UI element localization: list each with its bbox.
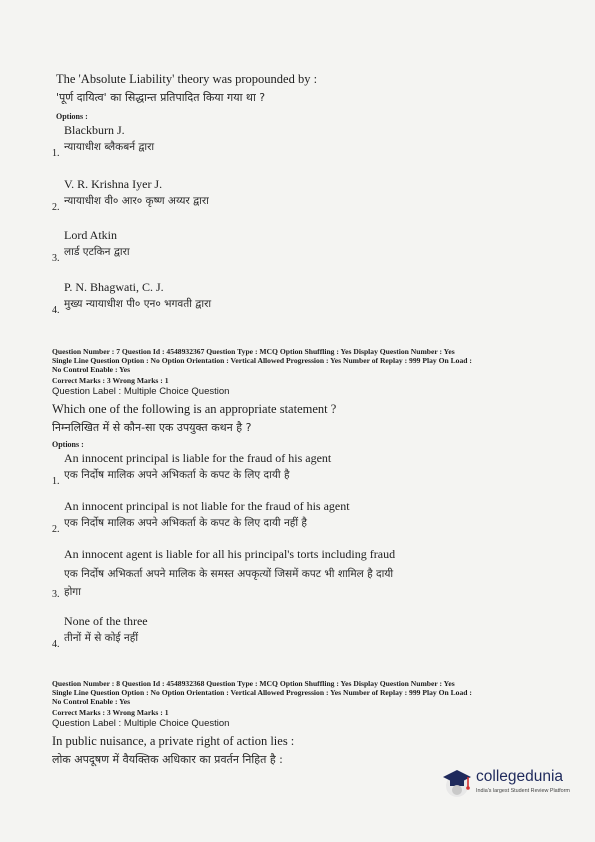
q7-question-en: Which one of the following is an appropriate statement ? [52, 402, 337, 416]
q7-option-2-en: An innocent principal is not liable for the fraud of his agent [64, 499, 350, 513]
q6-option-2-hi: न्यायाधीश वी० आर० कृष्ण अय्यर द्वारा [64, 195, 209, 207]
q7-option-2-hi: एक निर्दोष मालिक अपने अभिकर्ता के कपट के लिए दायी नहीं है [64, 517, 307, 529]
q7-option-2-num: 2. [52, 524, 60, 535]
q8-question-hi: लोक अपदूषण में वैयक्तिक अधिकार का प्रवर्तन निहित है : [52, 753, 283, 766]
logo-tagline: India's largest Student Review Platform [476, 788, 570, 794]
q6-question-en: The 'Absolute Liability' theory was propounded by : [56, 72, 318, 86]
q6-option-2-en: V. R. Krishna Iyer J. [64, 177, 163, 191]
q8-meta-line-2: Single Line Question Option : No Option Orientation : Vertical Allowed Progression : Yes Number of Replay : 999 Play On Load : [52, 688, 472, 697]
q6-option-1-en: Blackburn J. [64, 123, 125, 137]
q7-option-3-en: An innocent agent is liable for all his principal's torts including fraud [64, 547, 396, 561]
q8-marks: Correct Marks : 3 Wrong Marks : 1 [52, 708, 169, 717]
q6-option-3-en: Lord Atkin [64, 228, 117, 242]
q7-meta-line-3: No Control Enable : Yes [52, 365, 131, 374]
q7-meta-line-2: Single Line Question Option : No Option Orientation : Vertical Allowed Progression : Yes Number of Replay : 999 Play On Load : [52, 356, 472, 365]
q7-option-4-hi: तीनों में से कोई नहीं [64, 632, 139, 644]
collegedunia-logo [440, 766, 570, 802]
q6-option-4-hi: मुख्य न्यायाधीश पी० एन० भगवती द्वारा [64, 298, 212, 310]
q7-option-3-num: 3. [52, 589, 60, 600]
q6-option-1-num: 1. [52, 148, 60, 159]
q8-meta-line-3: No Control Enable : Yes [52, 697, 131, 706]
q8-meta [52, 679, 552, 706]
q6-option-4-num: 4. [52, 305, 60, 316]
q6-option-3-hi: लार्ड एटकिन द्वारा [64, 246, 130, 258]
q6-options-label: Options : [56, 112, 88, 121]
q7-meta-line-1: Question Number : 7 Question Id : 4548932367 Question Type : MCQ Option Shuffling : Yes Display Question Number : Yes [52, 347, 455, 356]
q7-option-4-num: 4. [52, 639, 60, 650]
q8-question-en: In public nuisance, a private right of action lies : [52, 734, 295, 748]
q7-option-1-num: 1. [52, 476, 60, 487]
q7-marks: Correct Marks : 3 Wrong Marks : 1 [52, 376, 169, 385]
q6-option-3-num: 3. [52, 253, 60, 264]
q7-option-4-en: None of the three [64, 614, 148, 628]
q7-option-3-hi: एक निर्दोष अभिकर्ता अपने मालिक के समस्त अपकृत्यों जिसमें कपट भी शामिल है दायी [64, 568, 394, 580]
q7-options-label: Options : [52, 440, 84, 449]
q7-meta [52, 347, 552, 374]
q7-question-label: Question Label : Multiple Choice Question [52, 386, 230, 397]
q8-question-label: Question Label : Multiple Choice Question [52, 718, 230, 729]
graduation-cap-icon [440, 766, 474, 800]
q6-option-2-num: 2. [52, 202, 60, 213]
logo-wordmark: collegedunia [476, 768, 564, 785]
q6-option-4-en: P. N. Bhagwati, C. J. [64, 280, 164, 294]
q6-option-1-hi: न्यायाधीश ब्लैकबर्न द्वारा [64, 141, 155, 153]
q7-option-1-hi: एक निर्दोष मालिक अपने अभिकर्ता के कपट के लिए दायी है [64, 469, 290, 481]
q8-meta-line-1: Question Number : 8 Question Id : 4548932368 Question Type : MCQ Option Shuffling : Yes Display Question Number : Yes [52, 679, 455, 688]
q6-question-hi: 'पूर्ण दायित्व' का सिद्धान्त प्रतिपादित किया गया था ? [56, 91, 266, 104]
q7-question-hi: निम्नलिखित में से कौन-सा एक उपयुक्त कथन है ? [52, 421, 252, 434]
q7-option-3-hi-line-2: होगा [64, 586, 81, 598]
q7-option-1-en: An innocent principal is liable for the fraud of his agent [64, 451, 332, 465]
